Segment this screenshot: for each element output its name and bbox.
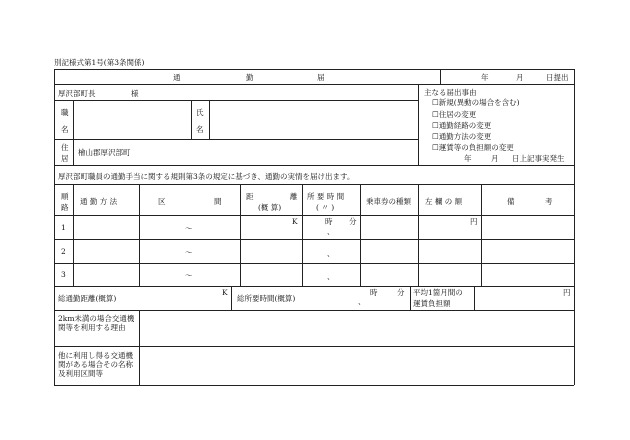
address-label-1: 住	[61, 143, 69, 152]
border	[54, 239, 574, 240]
row-tilde: 〜	[185, 271, 193, 280]
header-section-a: 区	[158, 197, 166, 206]
border	[54, 184, 574, 185]
reason-checkbox-new[interactable]: ☐新規(異動の場合を含む)	[432, 98, 520, 107]
header-distance-a: 距	[246, 192, 254, 201]
under-2km-reason-label: 2km未満の場合交通機関等を利用する理由	[58, 314, 135, 332]
border	[54, 215, 574, 216]
total-hour-unit: 時	[370, 288, 378, 297]
under-2km-reason-field[interactable]	[140, 311, 573, 345]
border	[54, 286, 574, 287]
row-number: 3	[61, 270, 66, 279]
border	[418, 84, 419, 165]
total-time-label: 総所要時間(概算)	[237, 294, 296, 303]
other-transport-field[interactable]	[140, 347, 573, 384]
row-km-unit: K	[292, 217, 298, 226]
header-remarks-a: 備	[507, 197, 515, 206]
header-distance-b: 離	[290, 192, 298, 201]
declaration-text: 厚沢部町職員の通勤手当に関する規則第3条の規定に基づき、通勤の実情を届け出ます。	[58, 172, 355, 181]
avg-fare-label-2: 運賃負担額	[413, 299, 451, 308]
border	[474, 286, 475, 310]
address-label-2: 居	[61, 154, 69, 163]
border	[574, 69, 575, 385]
event-month: 月	[491, 154, 499, 163]
name-label-2: 名	[196, 125, 204, 134]
other-transport-label: 他に利用し得る交通機関がある場合その名称及利用区間等	[58, 351, 133, 378]
row-dot: 、	[327, 272, 335, 281]
header-order-1: 順	[61, 192, 69, 201]
submit-month: 月	[516, 73, 524, 82]
total-distance-label: 総通勤距離(概算)	[58, 294, 117, 303]
border	[191, 100, 192, 139]
header-distance-sub: (概 算)	[258, 203, 282, 212]
reason-checkbox-residence[interactable]: ☐住居の変更	[432, 110, 477, 119]
border	[54, 263, 574, 264]
border	[54, 139, 418, 140]
row-yen-unit: 円	[470, 217, 478, 226]
border	[73, 184, 74, 286]
total-min-unit: 分	[397, 288, 405, 297]
addressee-honorific: 様	[131, 89, 139, 98]
reason-checkbox-route[interactable]: ☐通勤経路の変更	[432, 121, 492, 130]
row-number: 2	[61, 247, 66, 256]
border	[54, 69, 574, 70]
row-dot: 、	[327, 249, 335, 258]
event-year: 年	[464, 154, 472, 163]
border	[54, 385, 574, 386]
form-number: 別記様式第1号(第3条関係)	[54, 58, 145, 67]
border	[231, 286, 232, 310]
border	[440, 69, 441, 84]
row-hour-unit: 時	[325, 217, 333, 226]
border	[54, 165, 574, 166]
header-time-sub: ( 〃 )	[316, 203, 335, 212]
border	[360, 184, 361, 286]
header-remarks-b: 考	[545, 197, 553, 206]
post-field[interactable]	[74, 101, 190, 138]
title-char-1: 通	[173, 73, 181, 82]
avg-fare-yen-unit: 円	[563, 288, 571, 297]
row-number: 1	[61, 223, 66, 232]
address-value: 檜山郡厚沢部町	[78, 148, 131, 157]
title-char-3: 届	[317, 73, 325, 82]
reason-checkbox-fare[interactable]: ☐運賃等の負担額の変更	[432, 143, 514, 152]
header-amount: 左 欄 の 額	[425, 197, 463, 206]
border	[139, 184, 140, 286]
border	[481, 184, 482, 286]
name-field[interactable]	[210, 101, 417, 138]
row-tilde: 〜	[185, 224, 193, 233]
total-dot: 、	[358, 297, 366, 306]
avg-fare-label-1: 平均1箇月間の	[413, 288, 463, 297]
row-tilde: 〜	[185, 248, 193, 257]
border	[240, 184, 241, 286]
header-time: 所 要 時 間	[307, 192, 345, 201]
addressee-label: 厚沢部町長	[58, 89, 96, 98]
post-label-2: 名	[61, 125, 69, 134]
border	[54, 69, 55, 385]
border	[302, 184, 303, 286]
header-section-b: 間	[214, 197, 222, 206]
row-dot: 、	[327, 227, 335, 236]
post-label-1: 職	[61, 108, 69, 117]
event-date-suffix: 日上記事実発生	[512, 154, 565, 163]
submit-year: 年	[481, 73, 489, 82]
header-ticket: 乗車券の種類	[366, 197, 411, 206]
reasons-heading: 主なる届出事由	[424, 88, 477, 97]
header-method: 通 勤 方 法	[80, 197, 118, 206]
title-char-2: 勤	[246, 73, 254, 82]
row-min-unit: 分	[349, 217, 357, 226]
header-order-2: 路	[61, 203, 69, 212]
border	[410, 286, 411, 310]
border	[54, 84, 574, 85]
submit-day: 日提出	[546, 73, 569, 82]
reason-checkbox-method[interactable]: ☐通勤方法の変更	[432, 132, 492, 141]
border	[418, 184, 419, 286]
total-km-unit: K	[222, 288, 228, 297]
name-label-1: 氏	[196, 108, 204, 117]
